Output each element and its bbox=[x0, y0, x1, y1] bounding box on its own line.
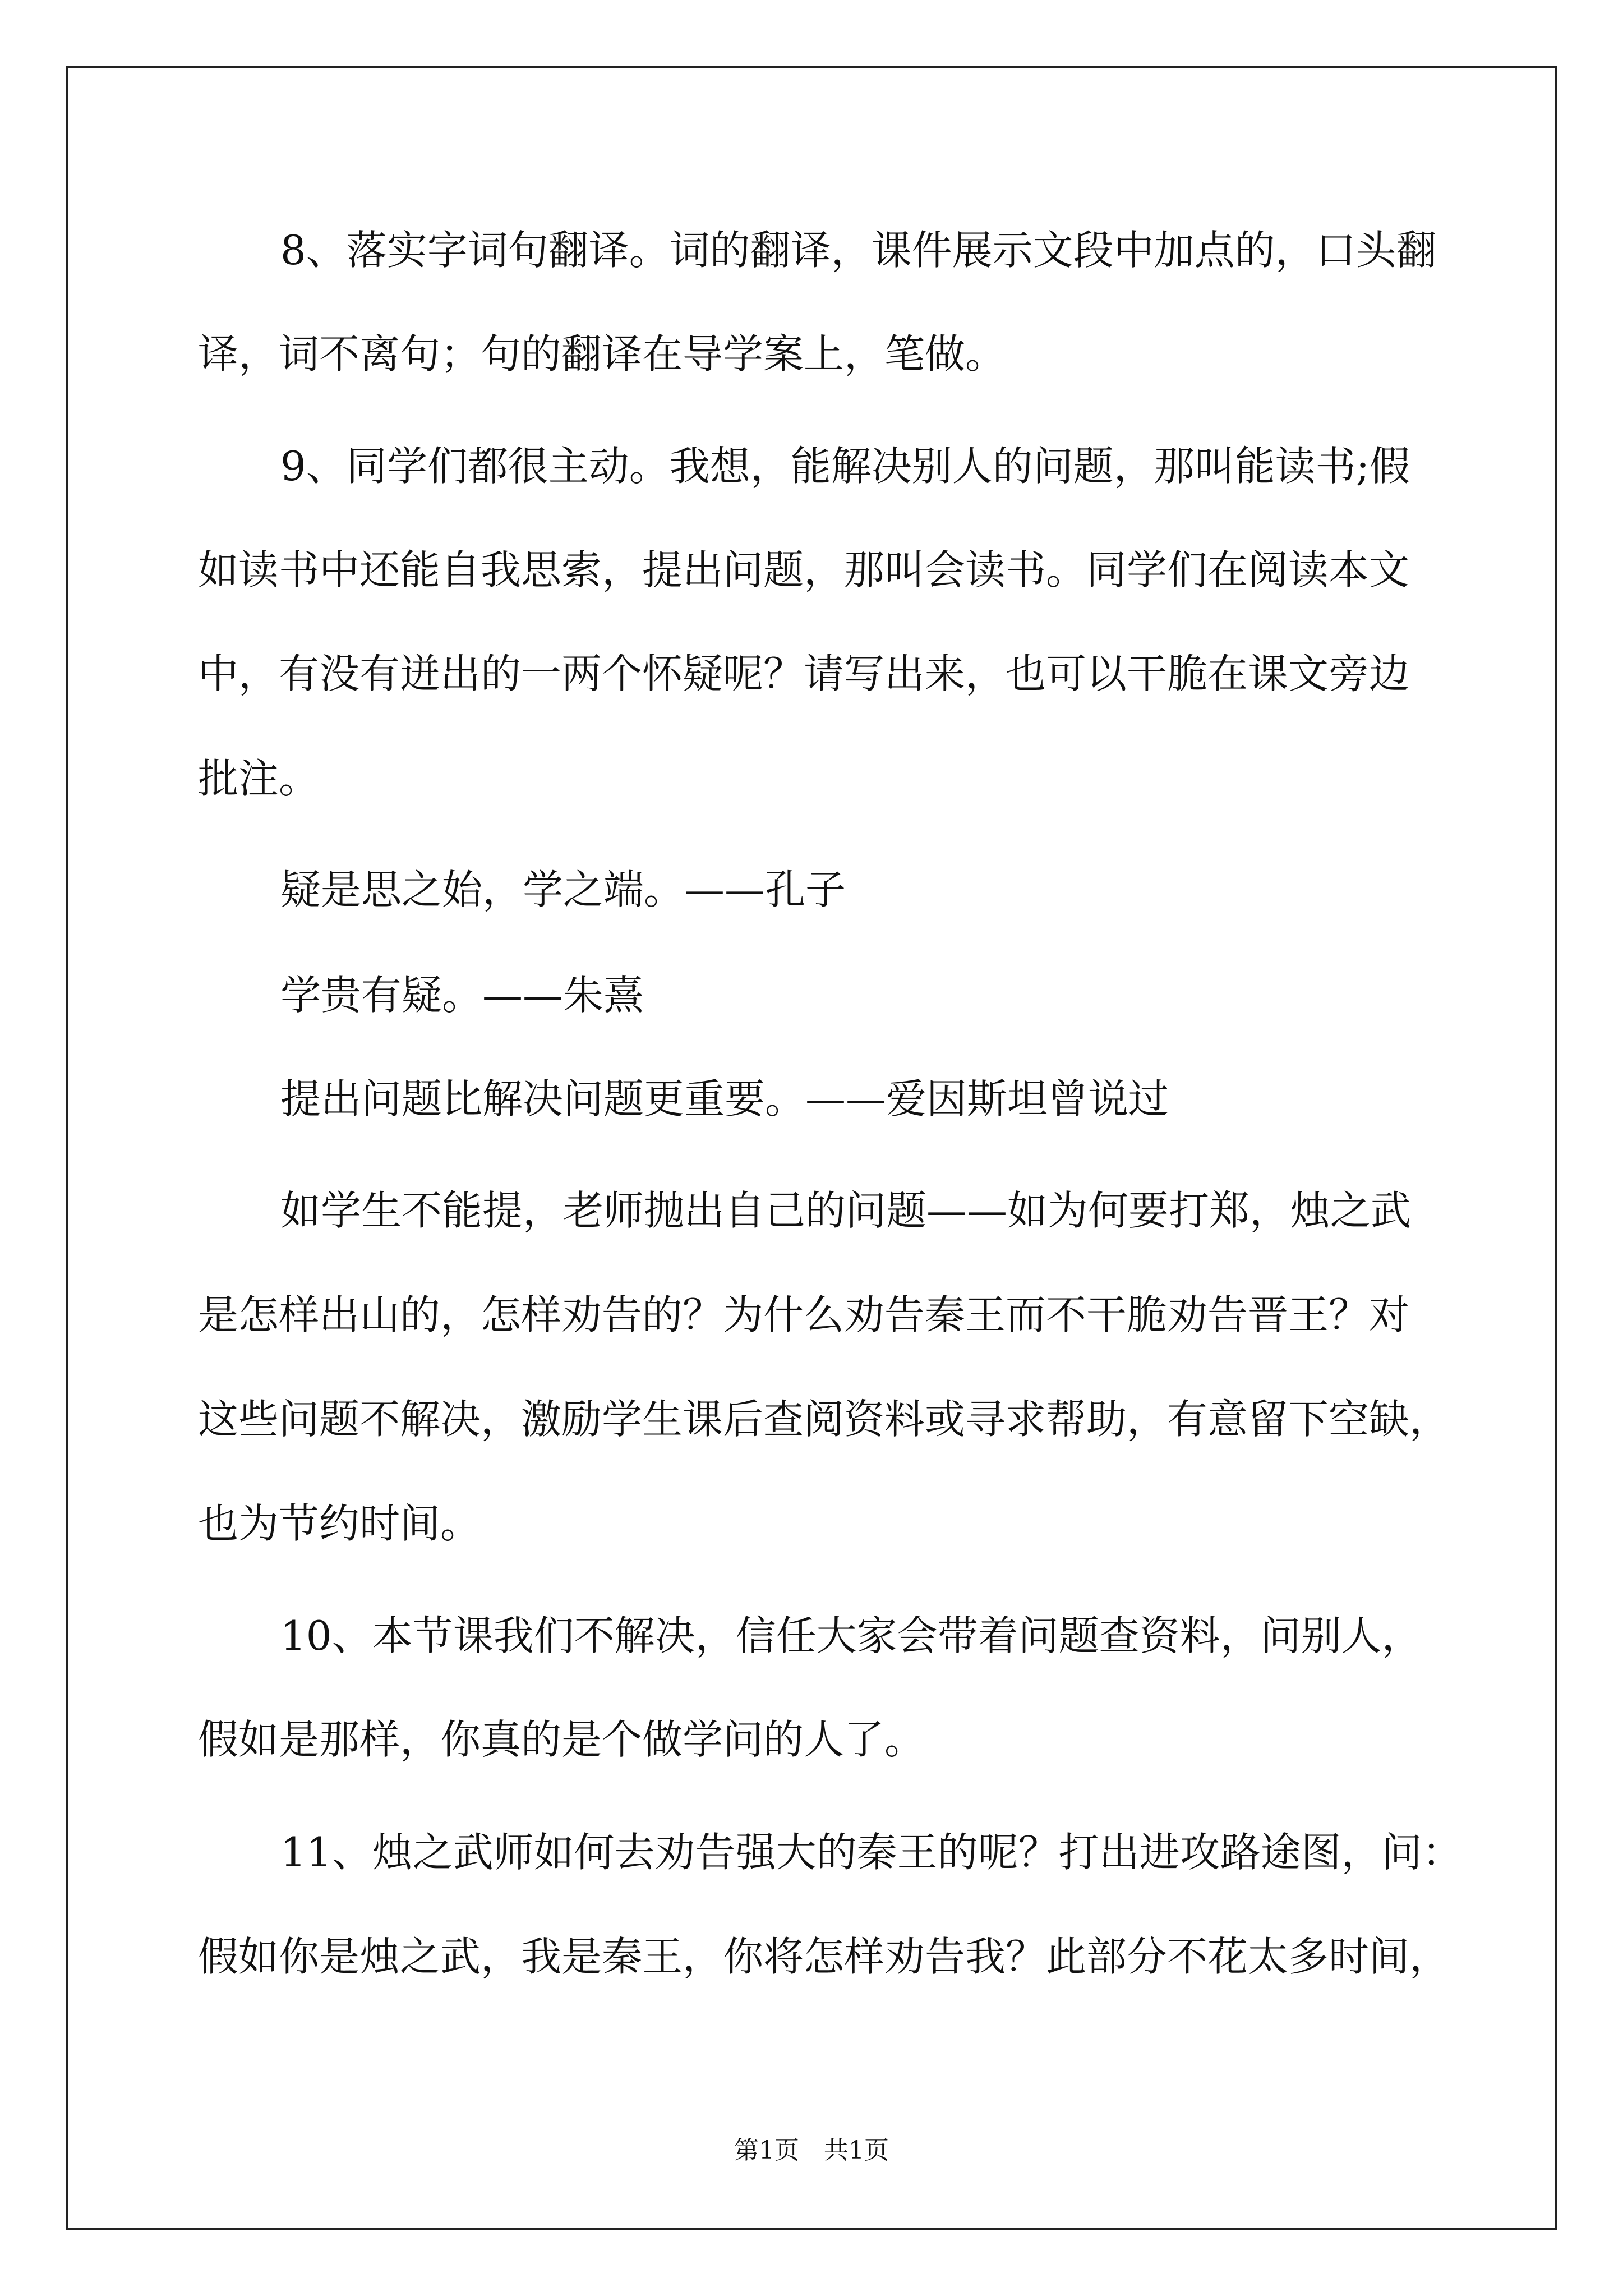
paragraph-9-line-3: 中，有没有迸出的一两个怀疑呢？请写出来，也可以干脆在课文旁边 bbox=[198, 650, 1410, 697]
teacher-questions-line-1: 如学生不能提，老师抛出自己的问题——如为何要打郑，烛之武 bbox=[280, 1187, 1412, 1234]
page-border bbox=[66, 66, 1557, 2230]
paragraph-11-line-2: 假如你是烛之武，我是秦王，你将怎样劝告我？此部分不花太多时间， bbox=[198, 1933, 1450, 1980]
page-number-footer: 第1页 共1页 bbox=[734, 2136, 889, 2165]
quote-confucius: 疑是思之始，学之端。——孔子 bbox=[280, 866, 846, 913]
paragraph-10-line-2: 假如是那样，你真的是个做学问的人了。 bbox=[198, 1716, 925, 1763]
paragraph-9-line-2: 如读书中还能自我思索，提出问题，那叫会读书。同学们在阅读本文 bbox=[198, 546, 1410, 593]
paragraph-8-line-1: 8、落实字词句翻译。词的翻译，课件展示文段中加点的，口头翻 bbox=[280, 227, 1437, 274]
quote-zhu-xi: 学贵有疑。——朱熹 bbox=[280, 972, 644, 1019]
paragraph-9-line-4: 批注。 bbox=[198, 755, 320, 802]
teacher-questions-line-2: 是怎样出山的，怎样劝告的？为什么劝告秦王而不干脆劝告晋王？对 bbox=[198, 1291, 1410, 1338]
paragraph-11-line-1: 11、烛之武师如何去劝告强大的秦王的呢？打出进攻路途图，问： bbox=[280, 1829, 1463, 1876]
teacher-questions-line-3: 这些问题不解决，激励学生课后查阅资料或寻求帮助，有意留下空缺， bbox=[198, 1396, 1450, 1443]
paragraph-10-line-1: 10、本节课我们不解决，信任大家会带着问题查资料，问别人， bbox=[280, 1612, 1422, 1659]
teacher-questions-line-4: 也为节约时间。 bbox=[198, 1500, 481, 1547]
quote-einstein: 提出问题比解决问题更重要。——爱因斯坦曾说过 bbox=[280, 1075, 1169, 1122]
paragraph-8-line-2: 译，词不离句；句的翻译在导学案上，笔做。 bbox=[198, 330, 1006, 378]
paragraph-9-line-1: 9、同学们都很主动。我想，能解决别人的问题，那叫能读书;假 bbox=[280, 443, 1410, 490]
